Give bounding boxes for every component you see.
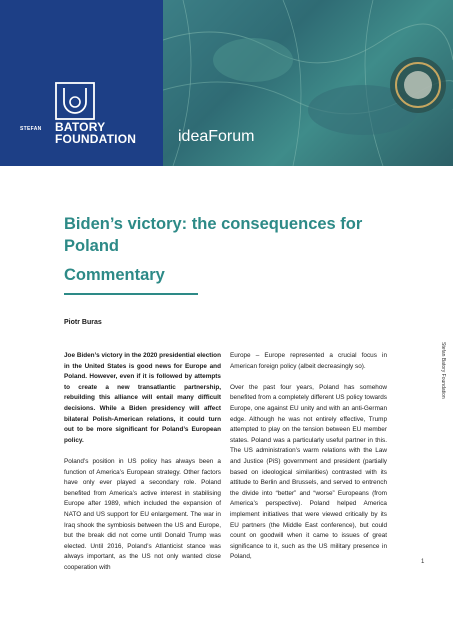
article-author: Piotr Buras (64, 319, 102, 326)
article-title: Biden’s victory: the consequences for Poland (64, 215, 363, 255)
side-running-label: Stefan Batory Foundation (440, 342, 446, 399)
body-paragraph-1: Poland’s position in US policy has always been a function of America’s European strategy. Other factors have only ever played a secondary role. Poland benefited from America’s active interest in stabilising Europe after 1989, which included the expansion of NATO and US support for EU enlargement. The war in Iraq shook the symbiosis between the US and Europe, but the break did not come until Donald Trump was elected. Until 2016, Poland’s Atlanticist stance was always important, as the US not only wanted close cooperation with (64, 457, 221, 571)
article-kicker: Commentary (64, 266, 165, 284)
foundation-logo-name (55, 121, 136, 145)
foundation-name-line1: BATORY (55, 120, 106, 134)
foundation-logo-small-text: STEFAN (20, 126, 42, 132)
body-column-right (230, 351, 387, 573)
series-title: ideaForum (178, 128, 255, 145)
foundation-logo-icon (55, 82, 95, 120)
body-column-left (64, 351, 221, 584)
foundation-name-line2: FOUNDATION (55, 132, 137, 146)
page-number: 1 (421, 559, 425, 565)
body-paragraph-2: Over the past four years, Poland has somehow benefited from a completely different US policy towards Europe, one against EU unity and with an anti-German edge. Although he was not entirely effective, Trump attempted to play on the tension between EU member states. Poland was a particularly useful partner in this. The US administration’s warm relations with the Law and Justice (PiS) government and president (partially based on ideological similarities) contrasted with its attitude to Berlin and Brussels, and served to entrench the divide into “better” and “worse” Europeans (from America’s perspective). Poland helped America implement initiatives that were viewed critically by its EU partners (the Middle East conference), but could count on goodwill when it came to issues of great significance to it, such as the US military presence in Poland, (230, 383, 387, 561)
brand-panel (0, 0, 163, 166)
body-paragraph-1-continued: Europe – Europe represented a crucial focus in American foreign policy (albeit decreasingly so). (230, 352, 387, 370)
map-image (163, 0, 453, 166)
cover-header (0, 0, 453, 166)
kicker-underline (64, 293, 198, 295)
lead-paragraph: Joe Biden’s victory in the 2020 presidential election in the United States is good news for Europe and Poland. However, even if it is followed by attempts to create a new transatlantic partnership, rebuilding this alliance will entail many difficult decisions. While a Biden presidency will affect bilateral Polish-American relations, it could turn out to be more significant for Poland’s European policy. (64, 352, 221, 444)
